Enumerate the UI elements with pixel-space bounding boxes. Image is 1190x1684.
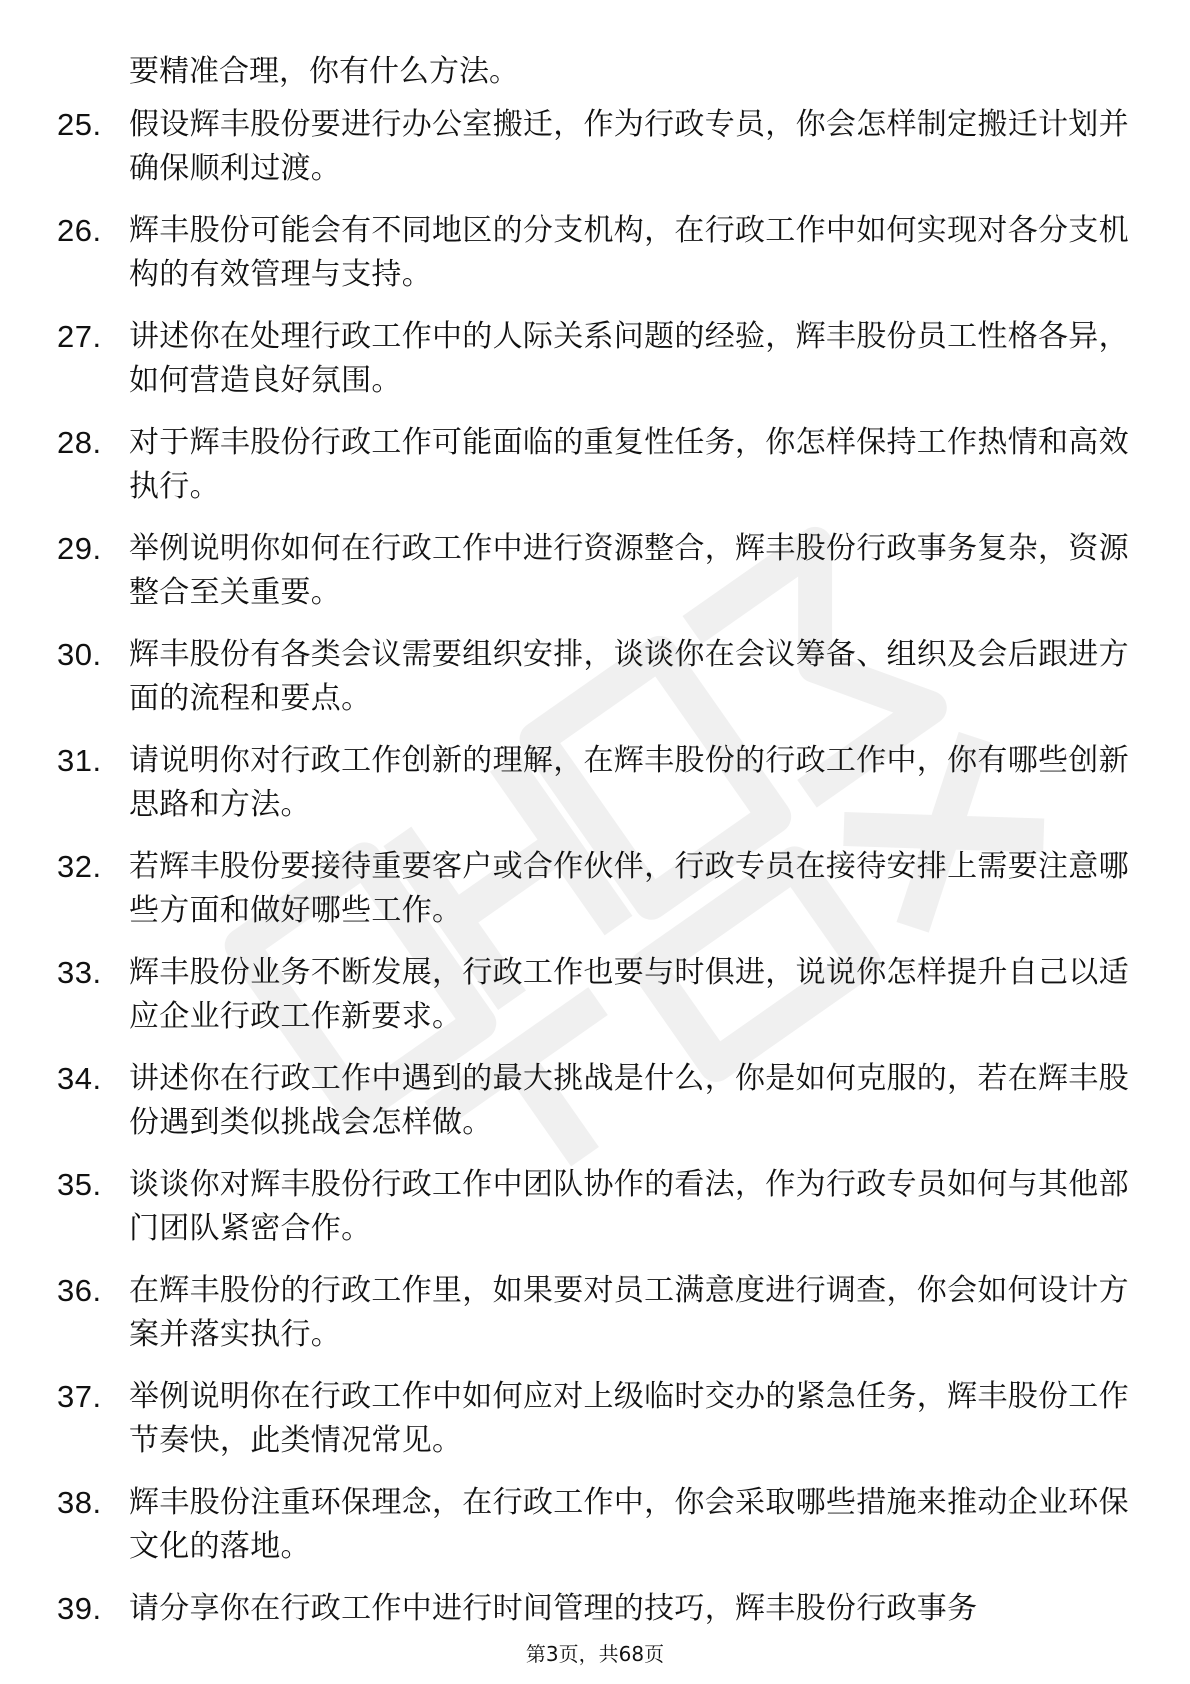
question-text: 假设辉丰股份要进行办公室搬迁，作为行政专员，你会怎样制定搬迁计划并确保顺利过渡。 xyxy=(129,107,1129,186)
page-number-footer: 第3页，共68页 xyxy=(525,1642,665,1666)
question-text: 请分享你在行政工作中进行时间管理的技巧，辉丰股份行政事务 xyxy=(129,1591,978,1626)
question-number: 38. xyxy=(57,1485,102,1520)
question-text: 对于辉丰股份行政工作可能面临的重复性任务，你怎样保持工作热情和高效执行。 xyxy=(129,425,1129,504)
question-text: 辉丰股份业务不断发展，行政工作也要与时俱进，说说你怎样提升自己以适应企业行政工作新要求。 xyxy=(129,955,1129,1034)
question-item xyxy=(57,315,1127,403)
continuation-text: 要精准合理，你有什么方法。 xyxy=(129,54,519,89)
question-item xyxy=(57,1587,1127,1631)
question-text: 若辉丰股份要接待重要客户或合作伙伴，行政专员在接待安排上需要注意哪些方面和做好哪些工作。 xyxy=(129,849,1129,928)
question-number: 39. xyxy=(57,1591,102,1626)
question-number: 35. xyxy=(57,1167,102,1202)
question-number: 25. xyxy=(57,107,102,142)
question-number: 30. xyxy=(57,637,102,672)
question-number: 26. xyxy=(57,213,102,248)
question-number: 36. xyxy=(57,1273,102,1308)
question-item xyxy=(57,103,1127,191)
question-text: 举例说明你如何在行政工作中进行资源整合，辉丰股份行政事务复杂，资源整合至关重要。 xyxy=(129,531,1129,610)
question-item xyxy=(57,951,1127,1039)
question-number: 27. xyxy=(57,319,102,354)
question-item xyxy=(57,739,1127,827)
question-number: 31. xyxy=(57,743,102,778)
question-text: 谈谈你对辉丰股份行政工作中团队协作的看法，作为行政专员如何与其他部门团队紧密合作。 xyxy=(129,1167,1129,1246)
question-text: 在辉丰股份的行政工作里，如果要对员工满意度进行调查，你会如何设计方案并落实执行。 xyxy=(129,1273,1129,1352)
question-item xyxy=(57,1057,1127,1145)
question-item xyxy=(57,1375,1127,1463)
question-text: 辉丰股份可能会有不同地区的分支机构，在行政工作中如何实现对各分支机构的有效管理与支持。 xyxy=(129,213,1129,292)
question-number: 32. xyxy=(57,849,102,884)
question-number: 34. xyxy=(57,1061,102,1096)
question-number: 37. xyxy=(57,1379,102,1414)
question-item xyxy=(57,421,1127,509)
question-text: 请说明你对行政工作创新的理解，在辉丰股份的行政工作中，你有哪些创新思路和方法。 xyxy=(129,743,1129,822)
question-text: 举例说明你在行政工作中如何应对上级临时交办的紧急任务，辉丰股份工作节奏快，此类情况常见。 xyxy=(129,1379,1129,1458)
question-list xyxy=(57,103,1127,1649)
question-item xyxy=(57,633,1127,721)
question-number: 33. xyxy=(57,955,102,990)
question-number: 29. xyxy=(57,531,102,566)
question-number: 28. xyxy=(57,425,102,460)
question-item xyxy=(57,1163,1127,1251)
question-text: 辉丰股份注重环保理念，在行政工作中，你会采取哪些措施来推动企业环保文化的落地。 xyxy=(129,1485,1129,1564)
question-item xyxy=(57,1269,1127,1357)
question-item xyxy=(57,209,1127,297)
question-text: 讲述你在处理行政工作中的人际关系问题的经验，辉丰股份员工性格各异，如何营造良好氛围。 xyxy=(129,319,1129,398)
question-text: 辉丰股份有各类会议需要组织安排，谈谈你在会议筹备、组织及会后跟进方面的流程和要点。 xyxy=(129,637,1129,716)
question-item xyxy=(57,1481,1127,1569)
question-item xyxy=(57,527,1127,615)
question-item xyxy=(57,845,1127,933)
question-text: 讲述你在行政工作中遇到的最大挑战是什么，你是如何克服的，若在辉丰股份遇到类似挑战会怎样做。 xyxy=(129,1061,1129,1140)
